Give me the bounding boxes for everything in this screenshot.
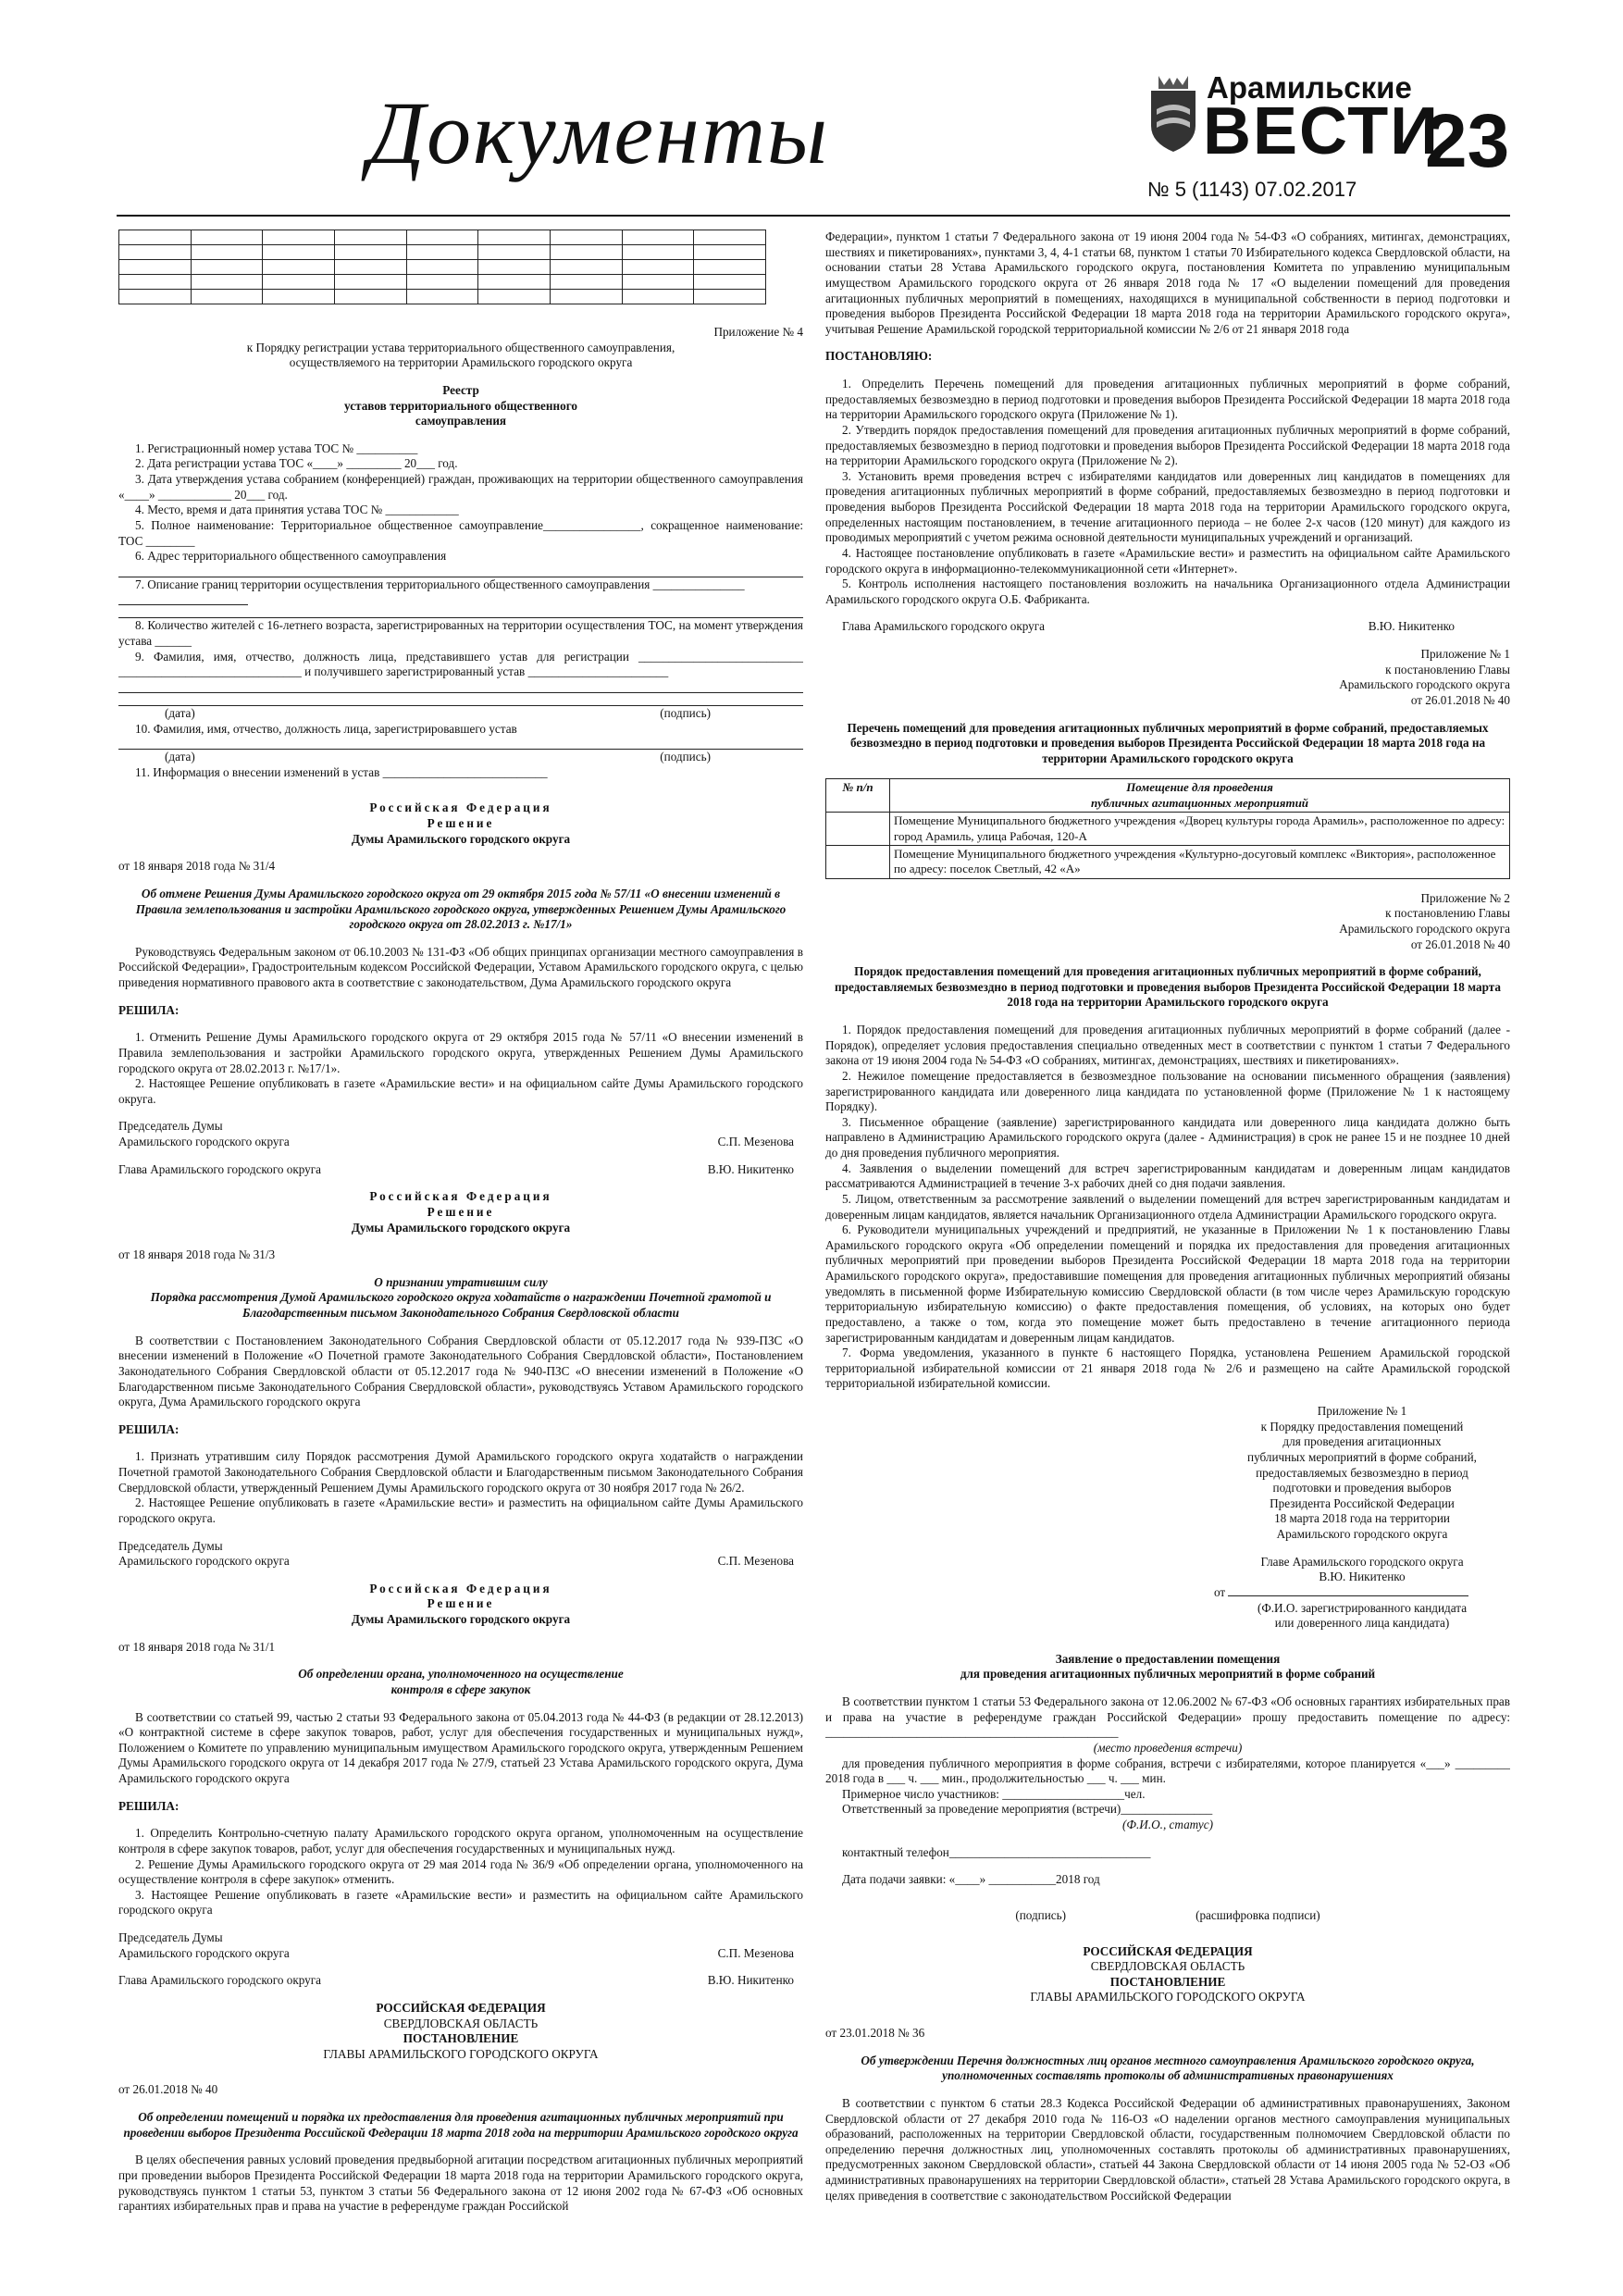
signature-role: Председатель Думы <box>118 1119 223 1134</box>
register-item: 5. Полное наименование: Территориальное общественное самоуправление________________, сокращенное наименование: ТОС ________ <box>118 517 803 548</box>
doc-paragraph: 2. Настоящее Решение опубликовать в газете «Арамильские вести» и разместить на официальном сайте Думы Арамильского городского округа. <box>118 1496 803 1525</box>
register-item: 4. Место, время и дата принятия устава ТОС № ____________ <box>135 503 459 517</box>
decode-hint: (расшифровка подписи) <box>1196 1907 1320 1922</box>
appendix-line: публичных мероприятий в форме собраний, <box>1247 1449 1477 1464</box>
sign-hint: (подпись) <box>660 750 711 764</box>
doc-heading: Думы Арамильского городского округа <box>351 1612 571 1626</box>
register-item: 11. Информация о внесении изменений в устав ___________________________ <box>135 764 548 779</box>
appendix-label: Приложение № 4 <box>713 325 803 339</box>
doc-title: Об определении органа, уполномоченного на осуществление <box>298 1667 624 1682</box>
field-hint: (место проведения встречи) <box>1093 1740 1243 1755</box>
doc-title: Об утверждении Перечня должностных лиц органов местного самоуправления Арамильского городского округа, уполномоченных составлять протоколы об административных правонарушениях <box>861 2053 1475 2083</box>
doc-date: от 18 января 2018 года № 31/4 <box>118 859 276 874</box>
doc-date: от 26.01.2018 № 40 <box>118 2082 218 2097</box>
date-hint: (дата) <box>165 750 195 764</box>
appendix-to: к постановлению Главы <box>1385 906 1510 921</box>
field-hint: или доверенного лица кандидата) <box>1274 1616 1450 1631</box>
doc-body: В целях обеспечения равных условий проведения предвыборной агитации посредством агитационных публичных мероприятий при проведении выборов Президента Российской Федерации 18 марта 2018 года на территории Арамильского городского округа, руководствуясь пунктом 1 статьи 53, пунктом 3 статьи 56 Федерального закона от 12 июня 2002 года № 67-ФЗ «Об основных гарантиях избирательных прав и права на участие в референдуме граждан Российской <box>118 2153 803 2214</box>
signature-name: С.П. Мезенова <box>717 1135 794 1148</box>
doc-paragraph: 1. Определить Контрольно-счетную палату Арамильского городского округа органом, уполномоченным на осуществление контроля в сфере закупок товаров, работ, услуг для обеспечения государственных и муниципальных нужд. <box>118 1826 803 1855</box>
appendix-date: от 26.01.2018 № 40 <box>1410 692 1510 707</box>
doc-body-continued: Федерации», пунктом 1 статьи 7 Федерального закона от 19 июня 2004 года № 54-ФЗ «О собраниях, митингах, демонстрациях, шествиях и пикетированиях», пунктами 3, 4, 4-1 статьи 68, пунктом 1 статьи 70 Избирательного кодекса Свердловской области, на основании статьи 28 Устава Арамильского городского округа, постановления Комитета по управлению муниципальным имуществом Арамильского городского округа от 26 января 2018 года № 17 «О выделении помещений для проведения агитационных публичных мероприятий в помещениях, находящихся в муниципальной собственности в период подготовки и проведения выборов Президента Российской Федерации 18 марта 2018 года на территории Арамильского городского округа», учитывая Решение Арамильской городской территориальной комиссии № 2/6 от 21 января 2018 года <box>825 230 1510 336</box>
order-item: 2. Нежилое помещение предоставляется в безвозмездное пользование на основании письменного обращения (заявления) зарегистрированного кандидата или доверенного лица кандидата по установленной форме (Приложение № 1 к настоящему Порядку). <box>825 1068 1510 1114</box>
sign-hint: (подпись) <box>1015 1907 1067 1922</box>
header-rule <box>117 215 1510 217</box>
order-item: 6. Руководители муниципальных учреждений и предприятий, не указанные в Приложении № 1 к постановлению Главы Арамильского городского округа «Об определении помещений и порядка их предоставления для проведения агитационных публичных мероприятий при проведении выборов Президента Российской Федерации 18 марта 2018 года на территории Арамильского городского округа», предоставившие помещения для проведения агитационных публичных мероприятий обязаны уведомлять в письменной форме Избирательную комиссию Свердловской области (в том числе через Арамильскую городскую территориальную избирательную комиссию) о факте предоставления помещения, об условиях, на которых оно будет предоставлено, а также о том, когда это помещение может быть предоставлено в течение агитационного периода зарегистрированным кандидатам и доверенным лицам кандидатов. <box>825 1222 1510 1345</box>
field-hint: (Ф.И.О. зарегистрированного кандидата <box>1257 1600 1468 1615</box>
blank-line <box>118 565 803 577</box>
signature-name: В.Ю. Никитенко <box>707 1161 794 1176</box>
table-cell: Помещение Муниципального бюджетного учреждения «Дворец культуры города Арамиль», расположенное по адресу: город Арамиль, улица Рабочая, 120-А <box>890 813 1510 846</box>
doc-paragraph: 2. Решение Думы Арамильского городского округа от 29 мая 2014 года № 36/9 «Об определении органа, уполномоченного на осуществление контроля в сфере закупок» отменить. <box>118 1856 803 1887</box>
doc-heading: ГЛАВЫ АРАМИЛЬСКОГО ГОРОДСКОГО ОКРУГА <box>323 2046 599 2061</box>
doc-heading: Решение <box>427 1204 495 1219</box>
doc-heading: РОССИЙСКАЯ ФЕДЕРАЦИЯ <box>1083 1943 1253 1958</box>
premises-table <box>825 778 1510 878</box>
list-title: Перечень помещений для проведения агитационных публичных мероприятий в форме собраний, предоставляемых безвозмездно в период подготовки и проведения выборов Президента Российской Федерации 18 марта 2018 года на территории Арамильского городского округа <box>847 720 1489 765</box>
right-column <box>825 230 1510 2284</box>
appendix-line: 18 марта 2018 года на территории <box>1274 1511 1450 1526</box>
doc-paragraph: 1. Признать утратившим силу Порядок рассмотрения Думой Арамильского городского округа ходатайств о награждении Почетной грамотой Законодательного Собрания Свердловской области и Благодарственным письмом Законодательного Собрания Свердловской области, утвержденный Решением Думы Арамильского городского округа от 30 ноября 2017 года № 26/2. <box>118 1449 803 1495</box>
register-item: 2. Дата регистрации устава ТОС «____» _________ 20___ год. <box>135 456 458 471</box>
appendix-line: предоставляемых безвозмездно в период <box>1256 1465 1468 1480</box>
register-item: 3. Дата утверждения устава собранием (конференцией) граждан, проживающих на территории общественного самоуправления «____» ____________ 20___ год. <box>118 472 803 502</box>
application-text: Ответственный за проведение мероприятия (встречи)_______________ <box>842 1802 1213 1817</box>
section-title: Документы <box>368 83 830 182</box>
sign-hint: (подпись) <box>660 705 711 720</box>
signature-name: С.П. Мезенова <box>717 1945 794 1960</box>
doc-heading: Думы Арамильского городского округа <box>351 831 571 846</box>
doc-heading: ГЛАВЫ АРАМИЛЬСКОГО ГОРОДСКОГО ОКРУГА <box>1030 1990 1306 2004</box>
doc-heading: РОССИЙСКАЯ ФЕДЕРАЦИЯ <box>376 2000 546 2015</box>
appendix-label: Приложение № 1 <box>1420 647 1510 661</box>
decree-item: 5. Контроль исполнения настоящего постановления возложить на начальника Организационного отдела Администрации Арамильского городского округа О.Б. Фабриканта. <box>825 577 1510 606</box>
signature-role: Глава Арамильского городского округа <box>118 1973 322 1988</box>
doc-title: Об определении помещений и порядка их предоставления для проведения агитационных публичных мероприятий при проведении выборов Президента Российской Федерации 18 марта 2018 года на территории Арамильского городского округа <box>123 2110 799 2140</box>
blank-line <box>118 680 803 693</box>
signature-name: С.П. Мезенова <box>717 1554 794 1569</box>
doc-body: В соответствии с пунктом 6 статьи 28.3 Кодекса Российской Федерации об административных правонарушениях, Законом Свердловской области от 27 декабря 2010 года № 116-ОЗ «О наделении органов местного самоуправления муниципальных образований, расположенных на территории Свердловской области, государственным полномочием Свердловской области по определению перечня должностных лиц, уполномоченных составлять протоколы об административных правонарушениях, предусмотренных законом Свердловской области», статьей 44 Закона Свердловской области от 14 июня 2005 года № 52-ОЗ «Об административных правонарушениях на территории Свердловской области», статьей 28 Устава Арамильского городского округа, в целях приведения в соответствие с законодательством Российской Федерации <box>825 2095 1510 2203</box>
decree-item: 2. Утвердить порядок предоставления помещений для проведения агитационных публичных мероприятий в форме собраний, предоставляемых безвозмездно в период подготовки и проведения выборов Президента Российской Федерации 18 марта 2018 года на территории Арамильского городского округа (Приложение № 2). <box>825 422 1510 468</box>
table-header: № п/п <box>826 779 890 813</box>
appendix-date: от 26.01.2018 № 40 <box>1410 937 1510 951</box>
register-item: 9. Фамилия, имя, отчество, должность лица, представившего устав для регистрации ___________________________ ______________________________ и получившего зарегистрированный устав _______________________ <box>118 649 803 679</box>
doc-date: от 18 января 2018 года № 31/3 <box>118 1247 276 1262</box>
doc-heading: ПОСТАНОВЛЕНИЕ <box>403 2031 519 2046</box>
blank-line <box>1228 1595 1468 1596</box>
signature-name: В.Ю. Никитенко <box>707 1973 794 1988</box>
doc-paragraph: 2. Настоящее Решение опубликовать в газете «Арамильские вести» и на официальном сайте Думы Арамильского городского округа. <box>118 1076 803 1106</box>
application-title: Заявление о предоставлении помещения <box>1055 1651 1281 1666</box>
table-header: Помещение для проведения публичных агитационных мероприятий <box>890 779 1510 813</box>
doc-title: контроля в сфере закупок <box>390 1682 531 1696</box>
coat-of-arms-icon <box>1146 72 1201 154</box>
register-item: 10. Фамилия, имя, отчество, должность лица, зарегистрировавшего устав <box>135 721 517 736</box>
blank-register-table <box>118 230 766 304</box>
register-item: 7. Описание границ территории осуществления территориального общественного самоуправления _______________ <box>135 577 745 591</box>
application-text: контактный телефон_________________________________ <box>842 1844 1151 1859</box>
doc-heading: Думы Арамильского городского округа <box>351 1220 571 1235</box>
signature-role: Председатель Думы <box>118 1538 223 1553</box>
brand-name-top: Арамильские <box>1207 70 1412 105</box>
date-hint: (дата) <box>165 705 195 720</box>
register-item: 8. Количество жителей с 16-летнего возраста, зарегистрированных на территории осуществления ТОС, на момент утверждения устава ______ <box>118 618 803 648</box>
register-title: уставов территориального общественного <box>344 398 577 413</box>
blank-line <box>118 605 803 618</box>
appendix-line: Президента Российской Федерации <box>1270 1496 1455 1510</box>
left-column <box>118 230 803 2284</box>
appendix-label: Приложение № 2 <box>1420 890 1510 905</box>
application-text: для проведения публичного мероприятия в форме собрания, встречи с избирателями, которое планируется «___» _________ 2018 года в ___ ч. ___ мин., продолжительностью ___ ч. ___ мин. <box>825 1756 1510 1786</box>
doc-paragraph: 3. Настоящее Решение опубликовать в газете «Арамильские вести» и разместить на официальном сайте Арамильского городского округа <box>118 1887 803 1917</box>
order-item: 1. Порядок предоставления помещений для проведения агитационных публичных мероприятий в форме собраний (далее - Порядок), определяет условия предоставления специально отведенных мест в соответствии с пунктом 1 статьи 7 Федерального закона от 19 июня 2004 года № 54-ФЗ «О собраниях, митингах, демонстрациях, шествиях и пикетированиях». <box>825 1023 1510 1068</box>
register-item: 1. Регистрационный номер устава ТОС № __________ <box>135 441 418 455</box>
order-title: Порядок предоставления помещений для проведения агитационных публичных мероприятий в форме собраний, предоставляемых безвозмездно в период подготовки и проведения выборов Президента Российской Федерации 18 марта 2018 года на территории Арамильского городского округа <box>835 964 1501 1010</box>
doc-heading: Российская Федерация <box>369 1581 552 1595</box>
appendix-line: Арамильского городского округа <box>1276 1527 1448 1541</box>
doc-heading: Российская Федерация <box>369 1189 552 1204</box>
signature-hints <box>825 1908 1510 1924</box>
decree-item: 3. Установить время проведения встреч с избирателями кандидатов или доверенных лиц кандидатов в помещениях для проведения агитационных публичных мероприятий в форме собраний, предоставляемых безвозмездно в период подготовки и проведения выборов Президента Российской Федерации 18 марта 2018 года на территории Арамильского городского округа, определенных настоящим постановлением, в течение агитационного периода – не более 2-х часов (120 минут) для каждого из проводимых мероприятий с учетом режима основной деятельности муниципальных учреждений и организаций. <box>825 468 1510 545</box>
doc-decision: РЕШИЛА: <box>118 1002 180 1017</box>
doc-title: О признании утратившим силу <box>374 1274 548 1289</box>
appendix-to: Арамильского городского округа <box>1339 921 1510 936</box>
appendix-line: к Порядку предоставления помещений <box>1260 1419 1464 1433</box>
blank-line <box>118 592 248 605</box>
doc-decision: РЕШИЛА: <box>118 1421 180 1436</box>
addressee: Главе Арамильского городского округа <box>1260 1554 1464 1569</box>
doc-decision: РЕШИЛА: <box>118 1798 180 1813</box>
doc-title: Порядка рассмотрения Думой Арамильского городского округа ходатайств о награждении Почетной грамотой и Благодарственным письмом Законодательного Собрания Свердловской области <box>150 1290 772 1320</box>
appendix-block <box>1214 1404 1510 1632</box>
doc-decree: ПОСТАНОВЛЯЮ: <box>825 349 933 364</box>
doc-heading: ПОСТАНОВЛЕНИЕ <box>1109 1974 1226 1989</box>
signature-org: Арамильского городского округа <box>118 1945 290 1960</box>
issue-info: № 5 (1143) 07.02.2017 <box>1147 178 1357 201</box>
doc-body: В соответствии с Постановлением Законодательного Собрания Свердловской области от 05.12.2017 года № 939-ПЗС «О внесении изменений в Положение «О Почетной грамоте Законодательного Собрания Свердловской области», Постановлением Законодательного Собрания Свердловской области от 05.12.2017 года № 940-ПЗС «О внесении изменений в Положение «О Благодарственном письме Законодательного Собрания Свердловской области», руководствуясь Уставом Арамильского городского округа, Дума Арамильского городского округа <box>118 1333 803 1409</box>
doc-paragraph: 1. Отменить Решение Думы Арамильского городского округа от 29 октября 2015 года № 57/11 «О внесении изменений в Правила землепользования и застройки Арамильского городского округа, утвержденных Решением Думы Арамильского городского округа от 28.02.2013 г. №17/1». <box>118 1030 803 1075</box>
signature-role: Глава Арамильского городского округа <box>118 1161 322 1176</box>
appendix-to: к Порядку регистрации устава территориального общественного самоуправления, <box>246 340 675 354</box>
doc-body: Руководствуясь Федеральным законом от 06.10.2003 № 131-ФЗ «Об общих принципах организации местного самоуправления в Российской Федерации», Градостроительным кодексом Российской Федерации, Уставом Арамильского городского округа, с целью приведения нормативного правового акта в соответствие с законодательством, Дума Арамильского городского округа <box>118 944 803 989</box>
application-title: для проведения агитационных публичных мероприятий в форме собраний <box>960 1667 1376 1682</box>
field-hint: (Ф.И.О., статус) <box>1122 1818 1213 1831</box>
application-text: Примерное число участников: ____________________чел. <box>842 1786 1146 1801</box>
appendix-to: осуществляемого на территории Арамильского городского округа <box>289 355 633 370</box>
doc-title: Об отмене Решения Думы Арамильского городского округа от 29 октября 2015 года № 57/11 «О внесении изменений в Правила землепользования и застройки Арамильского городского округа, утвержденных Решением Думы Арамильского городского округа от 28.02.2013 г. №17/1» <box>135 886 787 932</box>
order-item: 7. Форма уведомления, указанного в пункте 6 настоящего Порядка, установлена Решением Арамильской городской территориальной избирательной комиссии от 21 января 2018 года № 2/6 и размещено на сайте Арамильской городской территориальной избирательной комиссии. <box>825 1346 1510 1391</box>
doc-heading: СВЕРДЛОВСКАЯ ОБЛАСТЬ <box>1090 1959 1245 1974</box>
signature-name: В.Ю. Никитенко <box>1368 619 1455 634</box>
order-item: 4. Заявления о выделении помещений для встреч зарегистрированным кандидатам и доверенным лицам кандидатов рассматриваются Администрацией в течение 3-х рабочих дней со дня подачи заявления. <box>825 1160 1510 1191</box>
doc-heading: СВЕРДЛОВСКАЯ ОБЛАСТЬ <box>383 2016 539 2030</box>
decree-item: 4. Настоящее постановление опубликовать в газете «Арамильские вести» и разместить на официальном сайте Арамильского городского округа в информационно-телекоммуникационной сети «Интернет». <box>825 545 1510 576</box>
blank-line <box>118 693 803 706</box>
signature-role: Глава Арамильского городского округа <box>842 619 1046 634</box>
from-label: от <box>1214 1584 1226 1599</box>
doc-body: В соответствии со статьей 99, частью 2 статьи 93 Федерального закона от 05.04.2013 года № 44-ФЗ (в редакции от 28.12.2013) «О контрактной системе в сфере закупок товаров, работ, услуг для обеспечения государственных и муниципальных нужд», Положением о Комитете по управлению муниципальным имуществом Арамильского городского округа, утвержденным Решением Думы Арамильского городского округа от 14 декабря 2017 года № 27/9, статьей 23 Устава Арамильского городского округа, Дума Арамильского городского округа <box>118 1709 803 1785</box>
table-row <box>826 845 1510 878</box>
register-title: Реестр <box>442 382 479 397</box>
doc-heading: Решение <box>427 1596 495 1611</box>
appendix-line: подготовки и проведения выборов <box>1272 1481 1452 1496</box>
register-item: 6. Адрес территориального общественного самоуправления <box>135 549 447 564</box>
table-cell: Помещение Муниципального бюджетного учреждения «Культурно-досуговый комплекс «Виктория», расположенное по адресу: поселок Светлый, 42 «А» <box>890 845 1510 878</box>
application-body: В соответствии пунктом 1 статьи 53 Федерального закона от 12.06.2002 № 67-ФЗ «Об основных гарантиях избирательных прав и права на участие в референдуме граждан Российской Федерации» прошу предоставить помещение по адресу: ________________________________________________ <box>825 1694 1510 1740</box>
doc-date: от 23.01.2018 № 36 <box>825 2026 925 2040</box>
appendix-line: Приложение № 1 <box>1317 1404 1407 1418</box>
doc-heading: Решение <box>427 816 495 830</box>
signature-role: Председатель Думы <box>118 1930 223 1944</box>
decree-item: 1. Определить Перечень помещений для проведения агитационных публичных мероприятий в форме собраний, предоставляемых безвозмездно в период подготовки и проведения выборов Президента Российской Федерации 18 марта 2018 года на территории Арамильского городского округа (Приложение № 1). <box>825 377 1510 422</box>
brand-name-main: ВЕСТИ <box>1203 94 1440 168</box>
order-item: 3. Письменное обращение (заявление) зарегистрированного кандидата или доверенного лица кандидата должно быть направлено в Администрацию Арамильского городского округа (далее - Администрация) в срок не ранее 15 и не позднее 10 дней до дня проведения публичного мероприятия. <box>825 1114 1510 1160</box>
masthead <box>0 0 1623 222</box>
appendix-to: к постановлению Главы <box>1385 662 1510 676</box>
signature-org: Арамильского городского округа <box>118 1135 290 1148</box>
doc-date: от 18 января 2018 года № 31/1 <box>118 1639 276 1654</box>
addressee: В.Ю. Никитенко <box>1319 1570 1406 1584</box>
appendix-line: для проведения агитационных <box>1282 1434 1442 1449</box>
appendix-to: Арамильского городского округа <box>1339 677 1510 692</box>
page-number: 23 <box>1425 99 1510 183</box>
order-item: 5. Лицом, ответственным за рассмотрение заявлений о выделении помещений для встреч зарегистрированным кандидатам и доверенным лицам кандидатов, является начальник Организационного отдела Администрации Арамильского городского округа. <box>825 1191 1510 1222</box>
signature-org: Арамильского городского округа <box>118 1554 290 1569</box>
register-title: самоуправления <box>415 414 507 428</box>
table-row <box>826 813 1510 846</box>
application-text: Дата подачи заявки: «____» ___________2018 год <box>842 1872 1100 1887</box>
doc-heading: Российская Федерация <box>369 800 552 815</box>
blank-line <box>118 737 803 750</box>
